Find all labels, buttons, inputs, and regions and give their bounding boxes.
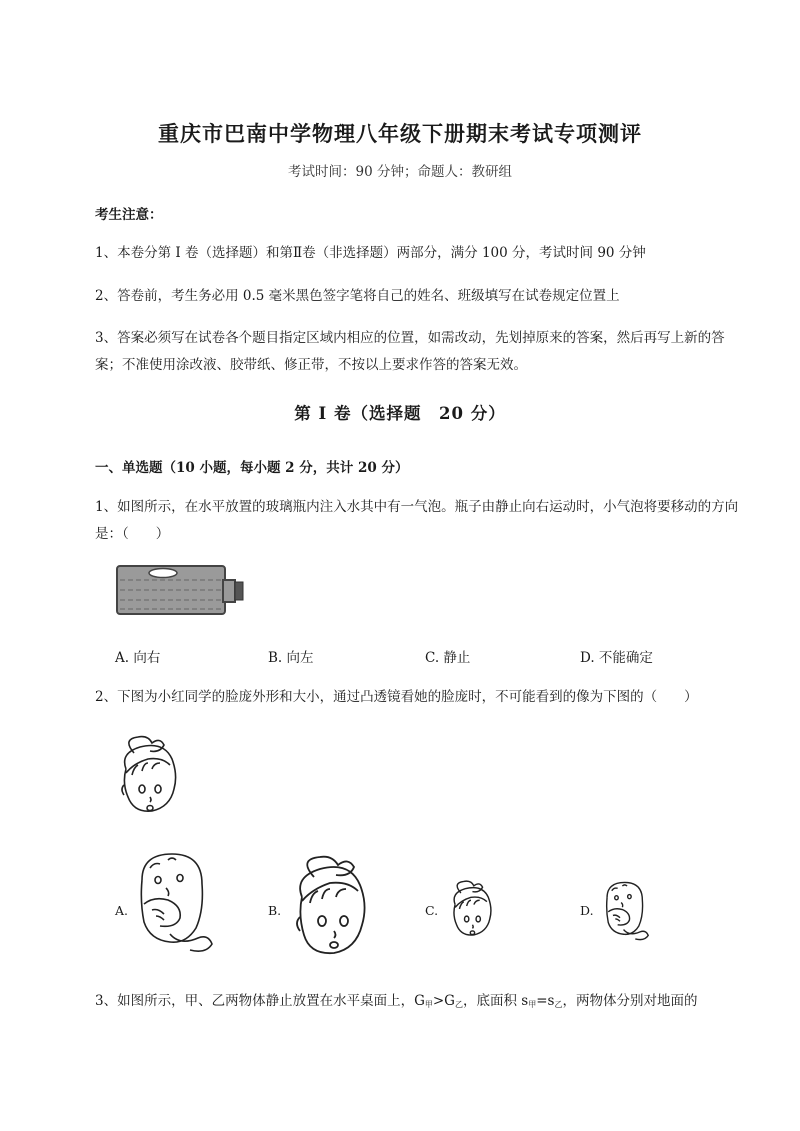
question-3-text: 3、如图所示，甲、乙两物体静止放置在水平桌面上，$G_甲>G_乙$，底面积 $s_甲=s_乙$，两物体分别对地面的 bbox=[95, 993, 698, 1009]
section-title: 第 I 卷（选择题 20 分） bbox=[294, 404, 506, 423]
q1-option-a: A. 向右 bbox=[115, 650, 161, 666]
exam-info: 考试时间：90 分钟；命题人：教研组 bbox=[288, 164, 512, 180]
q2-option-b-label: B. bbox=[268, 903, 282, 918]
bottle-diagram bbox=[115, 560, 250, 620]
notice-item-1: 1、本卷分第 I 卷（选择题）和第Ⅱ卷（非选择题）两部分，满分 100 分，考试时间 90 分钟 bbox=[95, 245, 646, 261]
face-option-c-image bbox=[445, 880, 497, 945]
question-2-text: 2、下图为小红同学的脸庞外形和大小，通过凸透镜看她的脸庞时，不可能看到的像为下图的（ ） bbox=[95, 689, 698, 705]
q2-option-d-label: D. bbox=[580, 903, 594, 918]
q2-option-a-label: A. bbox=[115, 903, 129, 918]
question-1-text: 1、如图所示，在水平放置的玻璃瓶内注入水其中有一气泡。瓶子由静止向右运动时，小气泡将要移动的方向是：（ ） bbox=[95, 499, 739, 542]
q1-option-b: B. 向左 bbox=[268, 650, 314, 666]
notice-item-3: 3、答案必须写在试卷各个题目指定区域内相应的位置，如需改动，先划掉原来的答案，然后再写上新的答案；不准使用涂改液、胶带纸、修正带，不按以上要求作答的答案无效。 bbox=[95, 330, 725, 373]
face-option-a-image bbox=[130, 850, 215, 955]
page-title: 重庆市巴南中学物理八年级下册期末考试专项测评 bbox=[158, 121, 642, 146]
face-option-d-image bbox=[600, 880, 650, 942]
face-reference-image bbox=[112, 735, 184, 825]
face-option-b-image bbox=[290, 853, 370, 965]
part-title: 一、单选题（10 小题，每小题 2 分，共计 20 分） bbox=[95, 460, 409, 476]
q1-option-d: D. 不能确定 bbox=[580, 650, 653, 666]
q2-option-c-label: C. bbox=[425, 903, 439, 918]
notice-item-2: 2、答卷前，考生务必用 0.5 毫米黑色签字笔将自己的姓名、班级填写在试卷规定位置上 bbox=[95, 288, 620, 304]
q1-option-c: C. 静止 bbox=[425, 650, 471, 666]
notice-heading: 考生注意： bbox=[95, 207, 163, 223]
